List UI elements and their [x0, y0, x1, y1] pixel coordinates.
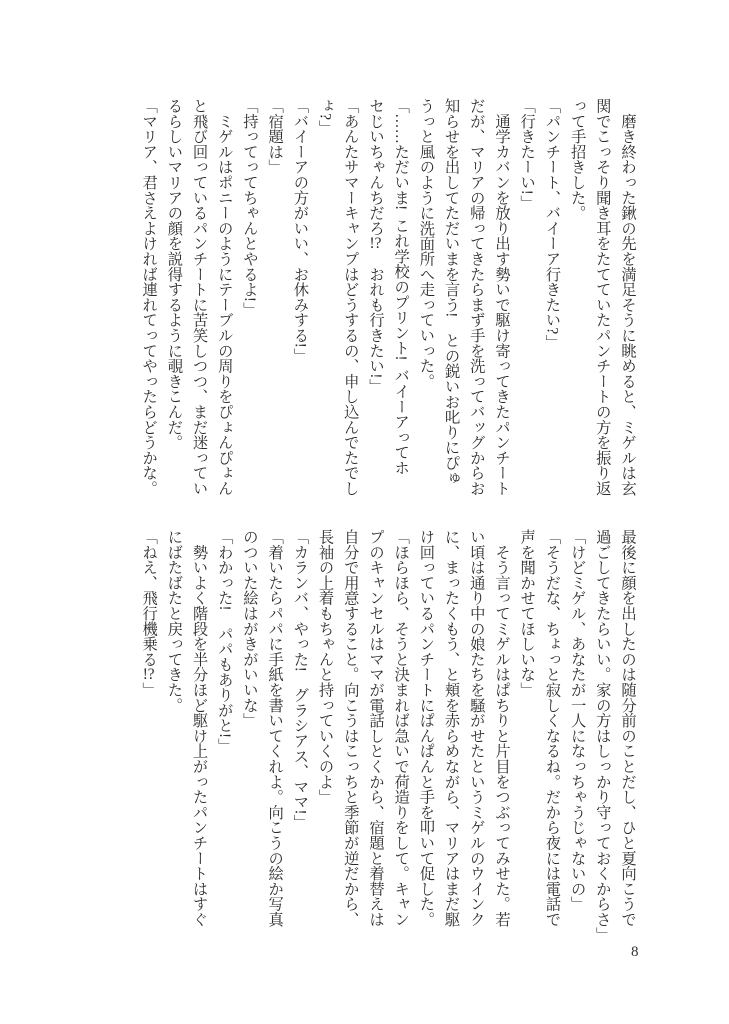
text-line: るらしいマリアの顔を説得するように覗きこんだ。 — [165, 98, 183, 450]
text-block-top — [136, 98, 640, 497]
text-line: 「けどミゲル、あなたが一人になっちゃうじゃないの」 — [568, 529, 586, 912]
text-block-bottom — [136, 529, 640, 943]
text-line: 「宿題は」 — [266, 98, 284, 175]
text-line: 勢いよく階段を半分ほど駆け上がったパンチートはすぐ — [190, 529, 208, 927]
text-line: 「カランバ、やった! グラシアス、ママ!」 — [291, 529, 309, 830]
page-number: 8 — [631, 944, 639, 960]
text-line: ミゲルはポニーのようにテーブルの周りをぴょんぴょん — [215, 98, 233, 496]
text-line: だが、マリアの帰ってきたらまず手を洗ってバッグからお — [467, 98, 485, 496]
text-line: のついた絵はがきがいいな」 — [240, 529, 258, 728]
text-line: い頃は通り中の娘たちを騒がせたというミゲルのウインク — [467, 529, 485, 927]
text-line: 最後に顔を出したのは随分前のことだし、ひと夏向こうで — [619, 529, 636, 927]
text-line: 「バイーアの方がいい、お休みする!」 — [291, 98, 309, 364]
text-line: 「わかった! パパもありがと!」 — [215, 529, 233, 754]
text-line: プのキャンセルはママが電話しとくから、宿題と着替えは — [366, 529, 384, 927]
text-line: ょ?」 — [316, 98, 334, 136]
text-line: そう言ってミゲルはぱちりと片目をつぶってみせた。若 — [492, 529, 510, 927]
text-line: 声を聞かせてほしいな」 — [518, 529, 536, 698]
text-line: 「持ってってちゃんとやるよ!」 — [240, 98, 258, 318]
text-line: に、まったくもう、と頬を赤らめながら、マリアはまだ駆 — [442, 529, 460, 927]
text-line: にばたばたと戻ってきた。 — [165, 529, 183, 713]
text-line: 「行きたーい!」 — [518, 98, 536, 211]
text-line: 「パンチート、バイーア行きたい?」 — [543, 98, 561, 350]
text-line: 通学カバンを放り出す勢いで駆け寄ってきたパンチート — [492, 98, 510, 496]
text-line: 自分で用意すること。向こうはこっちと季節が逆だから、 — [341, 529, 359, 927]
text-line: 「マリア、君さえよければ連れてってやったらどうかな。 — [140, 98, 158, 496]
text-line: 「着いたらパパに手紙を書いてくれよ。向こうの絵か写真 — [266, 529, 284, 927]
text-line: け回っているパンチートにぱんぱんと手を叩いて促した。 — [417, 529, 435, 927]
text-line: 「……ただいま! これ学校のプリント! バイーアってホ — [392, 98, 410, 476]
text-line: 「ほらほら、そうと決まれば急いで荷造りをして。キャン — [392, 529, 410, 927]
text-line: うっと風のように洗面所へ走っていった。 — [417, 98, 435, 389]
text-line: 「ねえ、飛行機乗る!?」 — [140, 529, 158, 698]
text-line: 過ごしてきたらいい。家の方はしっかり守っておくからさ」 — [593, 529, 611, 943]
text-line: 「あんたサマーキャンプはどうするの、申し込んでたでし — [341, 98, 359, 496]
text-line: 磨き終わった鍬の先を満足そうに眺めると、ミゲルは玄 — [619, 98, 636, 496]
text-line: 関でこっそり聞き耳をたてていたパンチートの方を振り返 — [593, 98, 611, 496]
text-line: って手招きした。 — [568, 98, 586, 221]
text-line: 知らせを出してただいまを言う! との鋭いお叱りにぴゅ — [442, 98, 460, 486]
text-line: と飛び回っているパンチートに苦笑しつつ、まだ迷ってい — [190, 98, 208, 496]
text-line: 長袖の上着もちゃんと持っていくのよ」 — [316, 529, 334, 805]
text-line: 「そうだな、ちょっと寂しくなるね。だから夜には電話で — [543, 529, 561, 927]
text-line: セじいちゃんちだろ!? おれも行きたい!」 — [366, 98, 384, 394]
